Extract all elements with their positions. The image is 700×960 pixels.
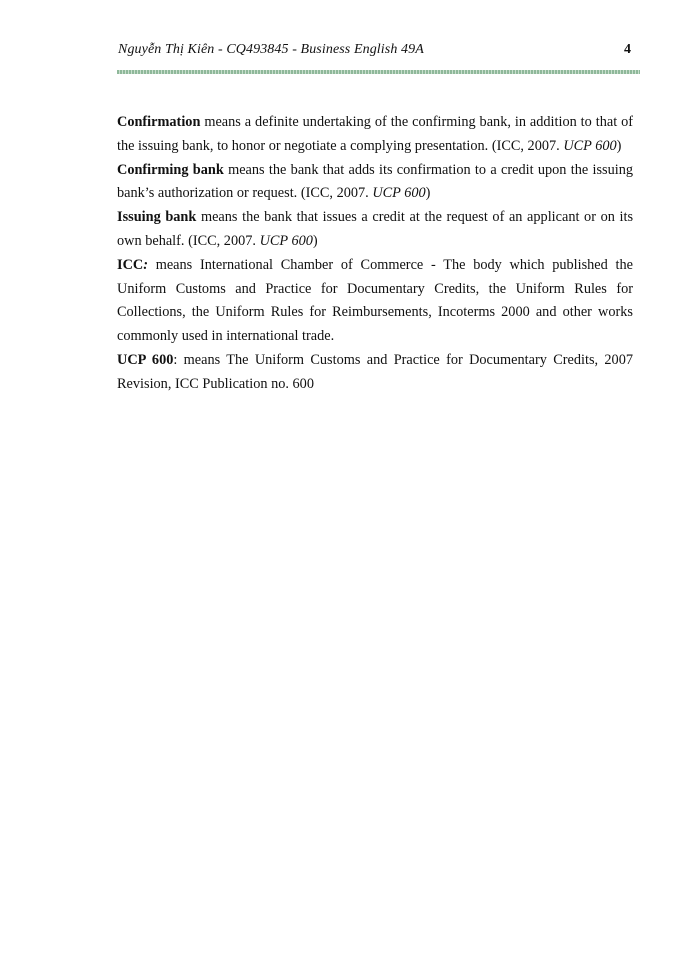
definition-source: UCP 600 xyxy=(563,137,617,154)
definition-term: Issuing bank xyxy=(117,209,197,226)
definition-term: UCP 600 xyxy=(117,351,174,368)
definition-confirmation xyxy=(117,111,633,159)
definition-confirming-bank xyxy=(117,159,633,207)
document-body xyxy=(117,111,633,397)
definition-source: UCP 600 xyxy=(372,185,426,202)
definition-term: Confirming bank xyxy=(117,161,224,178)
definition-source: UCP 600 xyxy=(259,232,313,249)
definition-term: ICC xyxy=(117,256,144,273)
definition-issuing-bank xyxy=(117,206,633,254)
definition-icc xyxy=(117,254,633,349)
definition-ucp-600 xyxy=(117,349,633,397)
definition-text: means International Chamber of Commerce - The body which published the Uniform Customs and Practice for Documentary Credits, the Uniform Rules for Collections, the Uniform Rules for Reimbursements, Incoterms 2000 and other works commonly used in international trade. xyxy=(117,256,633,345)
header-title: Nguyễn Thị Kiên - CQ493845 - Business English 49A xyxy=(118,42,424,57)
page-header xyxy=(118,40,638,62)
header-divider xyxy=(117,70,640,74)
definition-text: means the bank that issues a credit at the request of an applicant or on its own behalf. (ICC, 2007. xyxy=(117,209,634,249)
page-number: 4 xyxy=(624,42,631,57)
definition-suffix: ) xyxy=(312,232,318,249)
definition-suffix: ) xyxy=(616,137,622,154)
definition-term: Confirmation xyxy=(117,114,201,130)
definition-term-colon: : xyxy=(143,256,148,273)
definition-suffix: ) xyxy=(425,185,431,202)
definition-text: : means The Uniform Customs and Practice for Documentary Credits, 2007 Revision, ICC Publication no. 600 xyxy=(117,351,633,392)
definition-text: means a definite undertaking of the confirming bank, in addition to that of the issuing bank, to honor or negotiate a complying presentation. (ICC, 2007. xyxy=(117,114,633,154)
definition-text: means the bank that adds its confirmation to a credit upon the issuing bank’s authorization or request. (ICC, 2007. xyxy=(117,161,634,202)
